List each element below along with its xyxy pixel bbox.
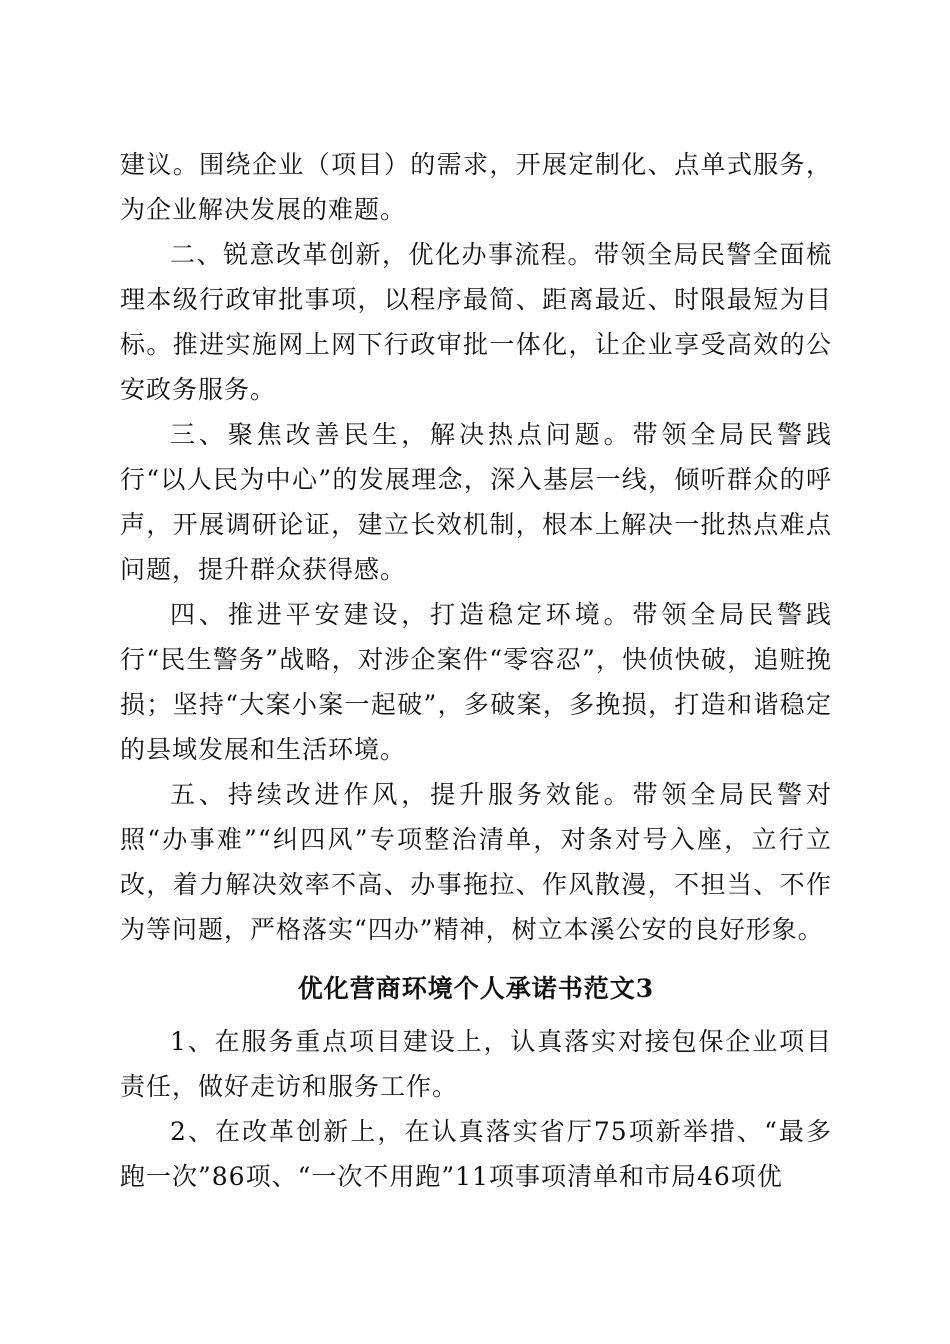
continuation-paragraph: 建议。围绕企业（项目）的需求，开展定制化、点单式服务，为企业解决发展的难题。 [120, 150, 832, 224]
point-two-paragraph: 二、锐意改革创新，优化办事流程。带领全局民警全面梳理本级行政审批事项，以程序最简、距离最近、时限最短为目标。推进实施网上网下行政审批一体化，让企业享受高效的公安政务服务。 [120, 240, 832, 404]
point-five-paragraph: 五、持续改进作风，提升服务效能。带领全局民警对照“办事难”“纠四风”专项整治清单，对条对号入座，立行立改，着力解决效率不高、办事拖拉、作风散漫，不担当、不作为等问题，严格落实“四办”精神，树立本溪公安的良好形象。 [120, 780, 832, 944]
document-body [120, 142, 832, 1199]
point-four-paragraph: 四、推进平安建设，打造稳定环境。带领全局民警践行“民生警务”战略，对涉企案件“零容忍”，快侦快破，追赃挽损；坚持“大案小案一起破”，多破案，多挽损，打造和谐稳定的县域发展和生活环境。 [120, 600, 832, 764]
section-item-2: 2、在改革创新上，在认真落实省厅75项新举措、“最多跑一次”86项、“一次不用跑”11项事项清单和市局46项优 [120, 1117, 832, 1191]
section-item-1: 1、在服务重点项目建设上，认真落实对接包保企业项目责任，做好走访和服务工作。 [120, 1027, 832, 1101]
section-title: 优化营商环境个人承诺书范文3 [297, 974, 655, 1003]
point-three-paragraph: 三、聚焦改善民生，解决热点问题。带领全局民警践行“以人民为中心”的发展理念，深入基层一线，倾听群众的呼声，开展调研论证，建立长效机制，根本上解决一批热点难点问题，提升群众获得感。 [120, 420, 832, 584]
